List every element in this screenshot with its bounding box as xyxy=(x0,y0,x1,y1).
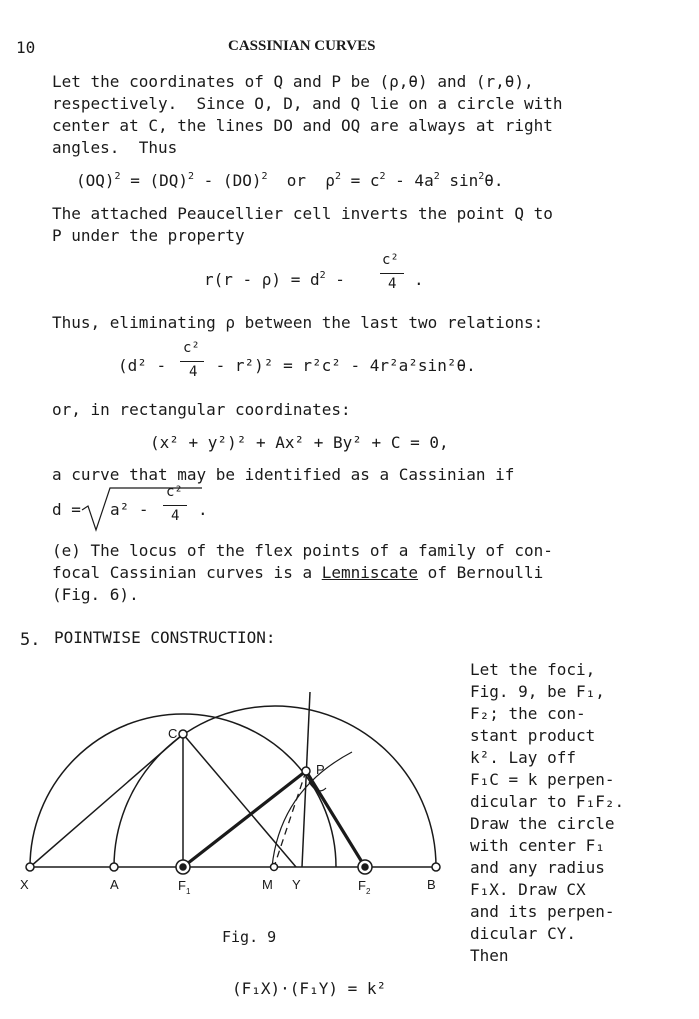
eq2-dot: . xyxy=(414,270,424,289)
figure-caption: Fig. 9 xyxy=(222,928,277,946)
side-line: Then xyxy=(470,946,509,965)
eq3-fraction-den: 4 xyxy=(189,364,198,380)
page-number: 10 xyxy=(16,38,36,57)
point-m xyxy=(271,864,278,871)
para1-line1: Let the coordinates of Q and P be (ρ,θ) and (r,θ), xyxy=(52,72,534,91)
section-number: 5. xyxy=(20,630,41,650)
label-f2: F xyxy=(358,878,366,893)
eq5-lhs: d = xyxy=(52,500,91,519)
para1-line3: center at C, the lines DO and OQ are always at right xyxy=(52,116,553,135)
side-line: with center F₁ xyxy=(470,836,605,855)
para6-line2: focal Cassinian curves is a Lemniscate of Bernoulli xyxy=(52,563,544,582)
label-c: C xyxy=(168,726,178,741)
label-f2-sub: 2 xyxy=(366,887,371,896)
para1-line2: respectively. Since O, D, and Q lie on a circle with xyxy=(52,94,563,113)
label-b: B xyxy=(427,877,436,892)
para2-line2: P under the property xyxy=(52,226,245,245)
eq5-inner: a² - xyxy=(110,500,159,519)
eq5-fraction-num: c² xyxy=(166,484,183,500)
eq2-fraction-den: 4 xyxy=(388,276,397,292)
side-line: F₁X. Draw CX xyxy=(470,880,586,899)
side-line: and any radius xyxy=(470,858,605,877)
line-f1p xyxy=(183,771,306,867)
eq5-fraction-den: 4 xyxy=(171,508,180,524)
eq5-fraction-bar xyxy=(163,505,187,506)
point-x xyxy=(26,863,34,871)
line-cy xyxy=(183,734,296,867)
para3: Thus, eliminating ρ between the last two relations: xyxy=(52,313,544,332)
label-m: M xyxy=(262,877,273,892)
label-f1-sub: 1 xyxy=(186,887,191,896)
side-line: dicular CY. xyxy=(470,924,576,943)
eq3-fraction-bar xyxy=(180,361,204,362)
arc-near-p xyxy=(272,752,352,867)
side-line: Draw the circle xyxy=(470,814,615,833)
side-line: F₁C = k perpen- xyxy=(470,770,615,789)
para6-line1: (e) The locus of the flex points of a family of con- xyxy=(52,541,553,560)
focus-f2-inner xyxy=(362,864,368,870)
label-p: P xyxy=(316,762,325,777)
point-p xyxy=(302,767,310,775)
eq5-dot: . xyxy=(198,500,208,519)
line-cx xyxy=(30,734,183,867)
eq2-fraction-num: c² xyxy=(382,252,399,268)
para1-line4: angles. Thus xyxy=(52,138,178,157)
para6-line3: (Fig. 6). xyxy=(52,585,139,604)
equation-1: (OQ)$^2$ = (DQ)$^2$ - (DO)$^2$ or $\rho^2 = c^2 - 4a^2$ $\sin^2\theta$. xyxy=(76,171,504,190)
focus-f1-inner xyxy=(180,864,186,870)
label-a: A xyxy=(110,877,119,892)
point-b xyxy=(432,863,440,871)
side-line: Let the foci, xyxy=(470,660,596,679)
equation-2: $r(r - \rho) = d^2$ - xyxy=(204,270,355,289)
label-y: Y xyxy=(292,877,301,892)
side-line: stant product xyxy=(470,726,596,745)
side-line: and its perpen- xyxy=(470,902,615,921)
side-line: F₂; the con- xyxy=(470,704,586,723)
eq2-fraction-bar xyxy=(380,273,404,274)
side-line: k². Lay off xyxy=(470,748,576,767)
side-line: Fig. 9, be F₁, xyxy=(470,682,605,701)
eq3-open: (d² - xyxy=(118,356,176,375)
figure-9 xyxy=(0,660,460,910)
eq3-fraction-num: c² xyxy=(183,340,200,356)
section-title: POINTWISE CONSTRUCTION: xyxy=(54,628,276,647)
lemniscate-term: Lemniscate xyxy=(321,563,419,582)
final-equation: (F₁X)·(F₁Y) = k² xyxy=(232,979,387,998)
para2-line1: The attached Peaucellier cell inverts the point Q to xyxy=(52,204,553,223)
equation-4: (x² + y²)² + Ax² + By² + C = 0, xyxy=(150,433,449,452)
para5: a curve that may be identified as a Cassinian if xyxy=(52,465,515,484)
point-c xyxy=(179,730,187,738)
side-line: dicular to F₁F₂. xyxy=(470,792,625,811)
label-x: X xyxy=(20,877,29,892)
label-f1: F xyxy=(178,878,186,893)
radical-sign xyxy=(80,482,240,532)
point-a xyxy=(110,863,118,871)
para4: or, in rectangular coordinates: xyxy=(52,400,351,419)
eq3-rest: - r²)² = r²c² - 4r²a²sin²θ. xyxy=(206,356,476,375)
running-title: CASSINIAN CURVES xyxy=(228,38,376,54)
